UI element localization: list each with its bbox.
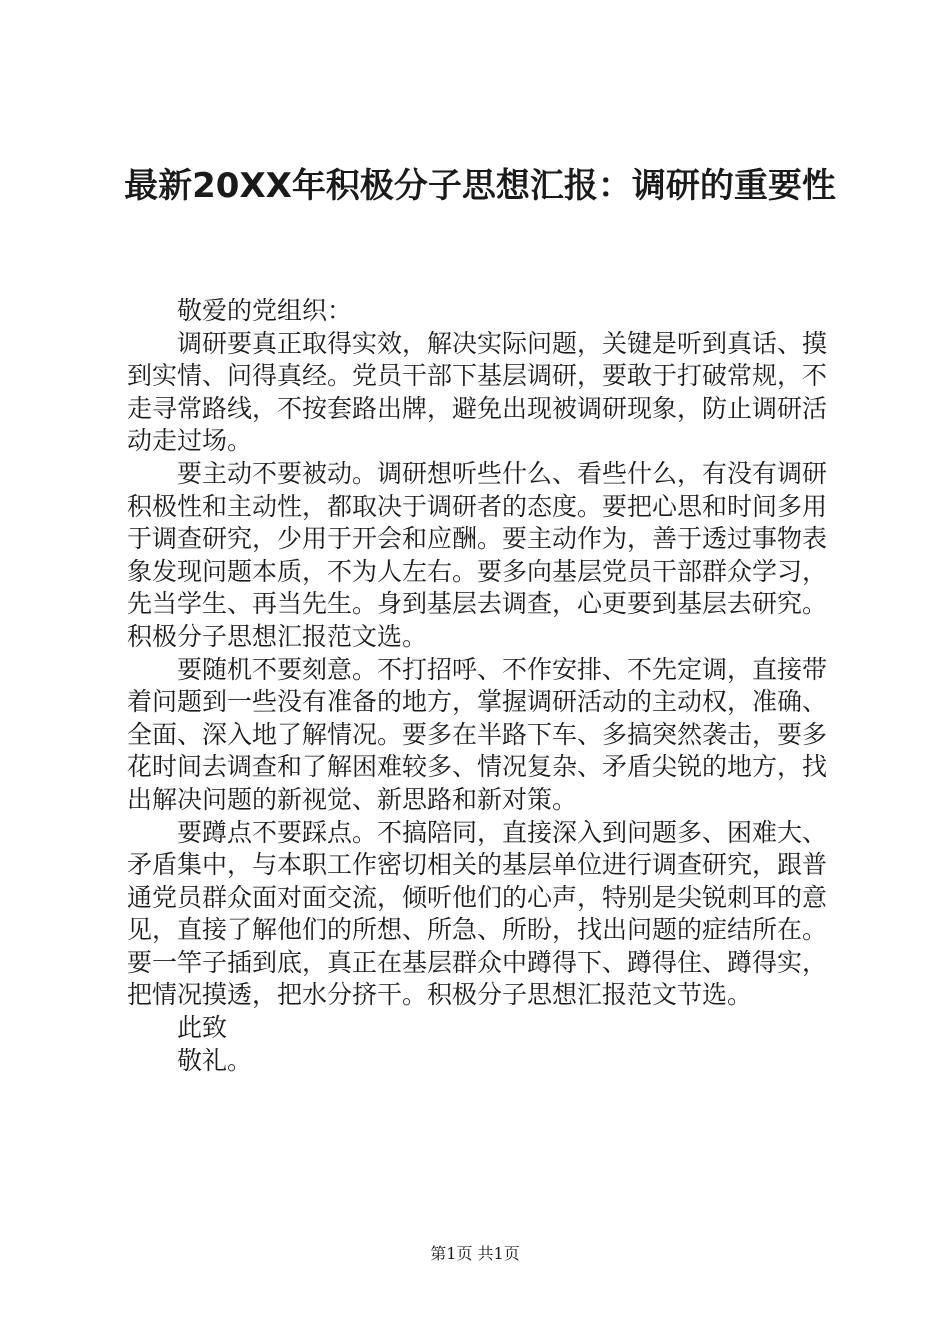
closing-line: 敬礼。: [177, 1045, 253, 1075]
document-title: 最新20XX年积极分子思想汇报：调研的重要性: [124, 166, 836, 206]
salutation: 敬爱的党组织：: [177, 296, 353, 325]
paragraph: 要蹲点不要踩点。不搞陪同，直接深入到问题多、困难大、矛盾集中，与本职工作密切相关的基层单位进行调查研究，跟普通党员群众面对面交流，倾听他们的心声，特别是尖锐刺耳的意见，直接了解他们的所想、所急、所盼，找出问题的症结所在。要一竿子插到底，真正在基层群众中蹲得下、蹲得住、蹲得实，把情况摸透，把水分挤干。积极分子思想汇报范文节选。: [127, 817, 828, 1010]
paragraph: 要随机不要刻意。不打招呼、不作安排、不先定调，直接带着问题到一些没有准备的地方，掌握调研活动的主动权，准确、全面、深入地了解情况。要多在半路下车、多搞突然袭击，要多花时间去调查和了解困难较多、情况复杂、矛盾尖锐的地方，找出解决问题的新视觉、新思路和新对策。: [127, 654, 828, 814]
paragraph: 调研要真正取得实效，解决实际问题，关键是听到真话、摸到实情、问得真经。党员干部下基层调研，要敢于打破常规，不走寻常路线，不按套路出牌，避免出现被调研现象，防止调研活动走过场。: [127, 328, 828, 456]
document-body: [127, 295, 827, 1077]
closing-line: 此致: [177, 1013, 228, 1043]
page-footer: 第1页 共1页: [430, 1244, 520, 1263]
paragraph: 要主动不要被动。调研想听些什么、看些什么，有没有调研积极性和主动性，都取决于调研者的态度。要把心思和时间多用于调查研究，少用于开会和应酬。要主动作为，善于透过事物表象发现问题本质，不为人左右。要多向基层党员干部群众学习，先当学生、再当先生。身到基层去调查，心更要到基层去研究。积极分子思想汇报范文选。: [127, 458, 828, 651]
